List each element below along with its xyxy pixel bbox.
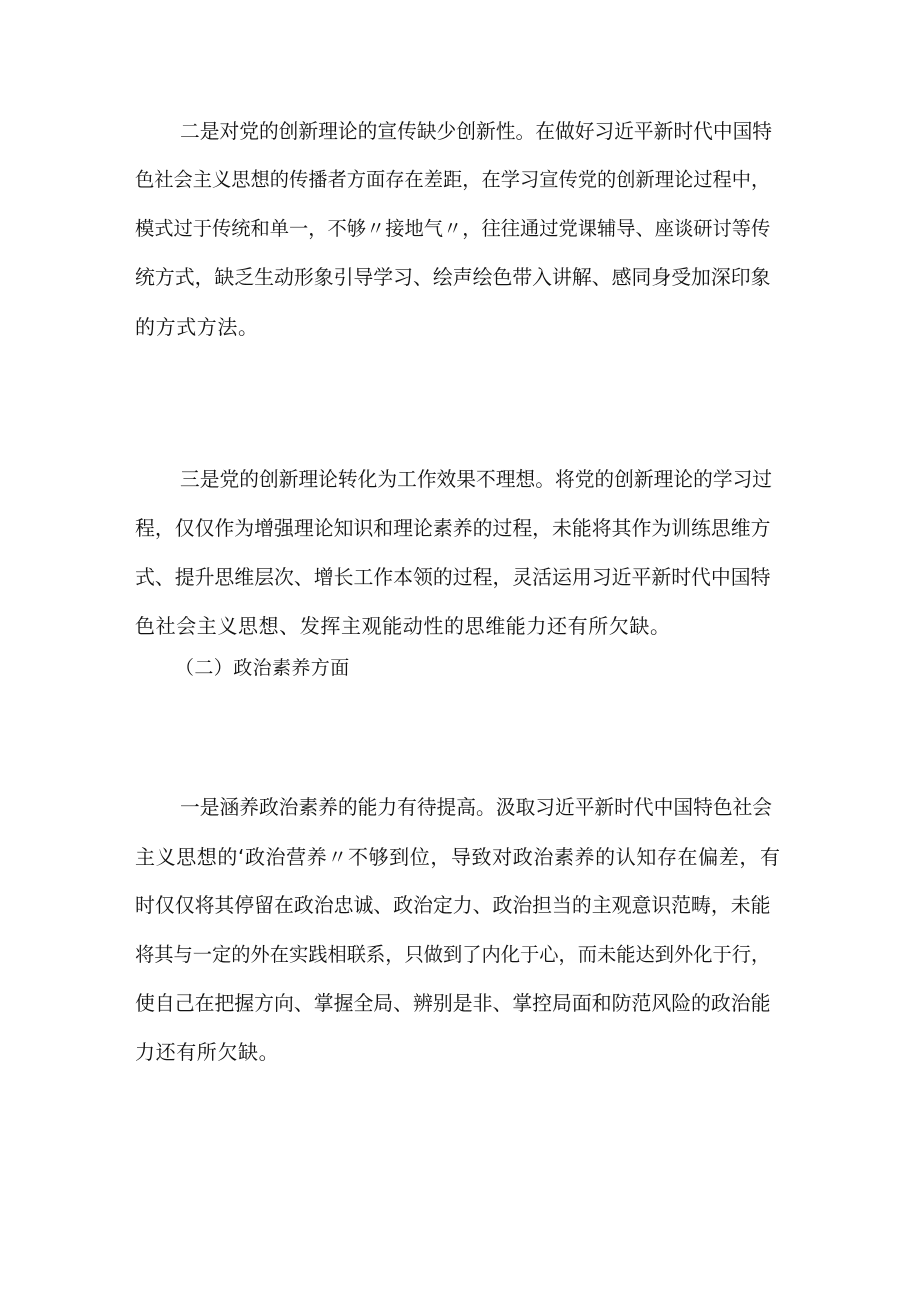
paragraph-1-line-4: 统方式，缺乏生动形象引导学习、绘声绘色带入讲解、感同身受加深印象 — [135, 266, 771, 289]
paragraph-3-line-4: 将其与一定的外在实践相联系，只做到了内化于心，而未能达到外化于行， — [135, 943, 771, 966]
paragraph-1-line-5: 的方式方法。 — [135, 315, 259, 339]
paragraph-2-line-2: 程，仅仅作为增强理论知识和理论素养的过程，未能将其作为训练思维方 — [135, 517, 771, 540]
paragraph-3-line-2: 主义思想的‘政治营养〃不够到位，导致对政治素养的认知存在偏差，有 — [135, 845, 781, 869]
paragraph-3-line-6: 力还有所欠缺。 — [135, 1040, 280, 1064]
paragraph-1-line-1: 二是对党的创新理论的宣传缺少创新性。在做好习近平新时代中国特 — [180, 120, 773, 143]
paragraph-2-line-3: 式、提升思维层次、增长工作本领的过程，灵活运用习近平新时代中国特 — [135, 566, 771, 589]
paragraph-3-line-3: 时仅仅将其停留在政治忠诚、政治定力、政治担当的主观意识范畴，未能 — [135, 894, 771, 917]
section-heading: （二）政治素养方面 — [175, 657, 350, 679]
paragraph-1-line-3: 模式过于传统和单一，不够〃接地气〃，往往通过党课辅导、座谈研讨等传 — [135, 217, 771, 240]
paragraph-2-line-1: 三是党的创新理论转化为工作效果不理想。将党的创新理论的学习过 — [180, 468, 773, 491]
paragraph-3-line-5: 使自己在把握方向、掌握全局、辨别是非、掌控局面和防范风险的政治能 — [135, 992, 771, 1015]
paragraph-2-line-4: 色社会主义思想、发挥主观能动性的思维能力还有所欠缺。 — [135, 614, 671, 638]
paragraph-1-line-2: 色社会主义思想的传播者方面存在差距，在学习宣传党的创新理论过程中， — [135, 168, 771, 191]
paragraph-3-line-1: 一是涵养政治素养的能力有待提高。汲取习近平新时代中国特色社会 — [180, 796, 773, 819]
